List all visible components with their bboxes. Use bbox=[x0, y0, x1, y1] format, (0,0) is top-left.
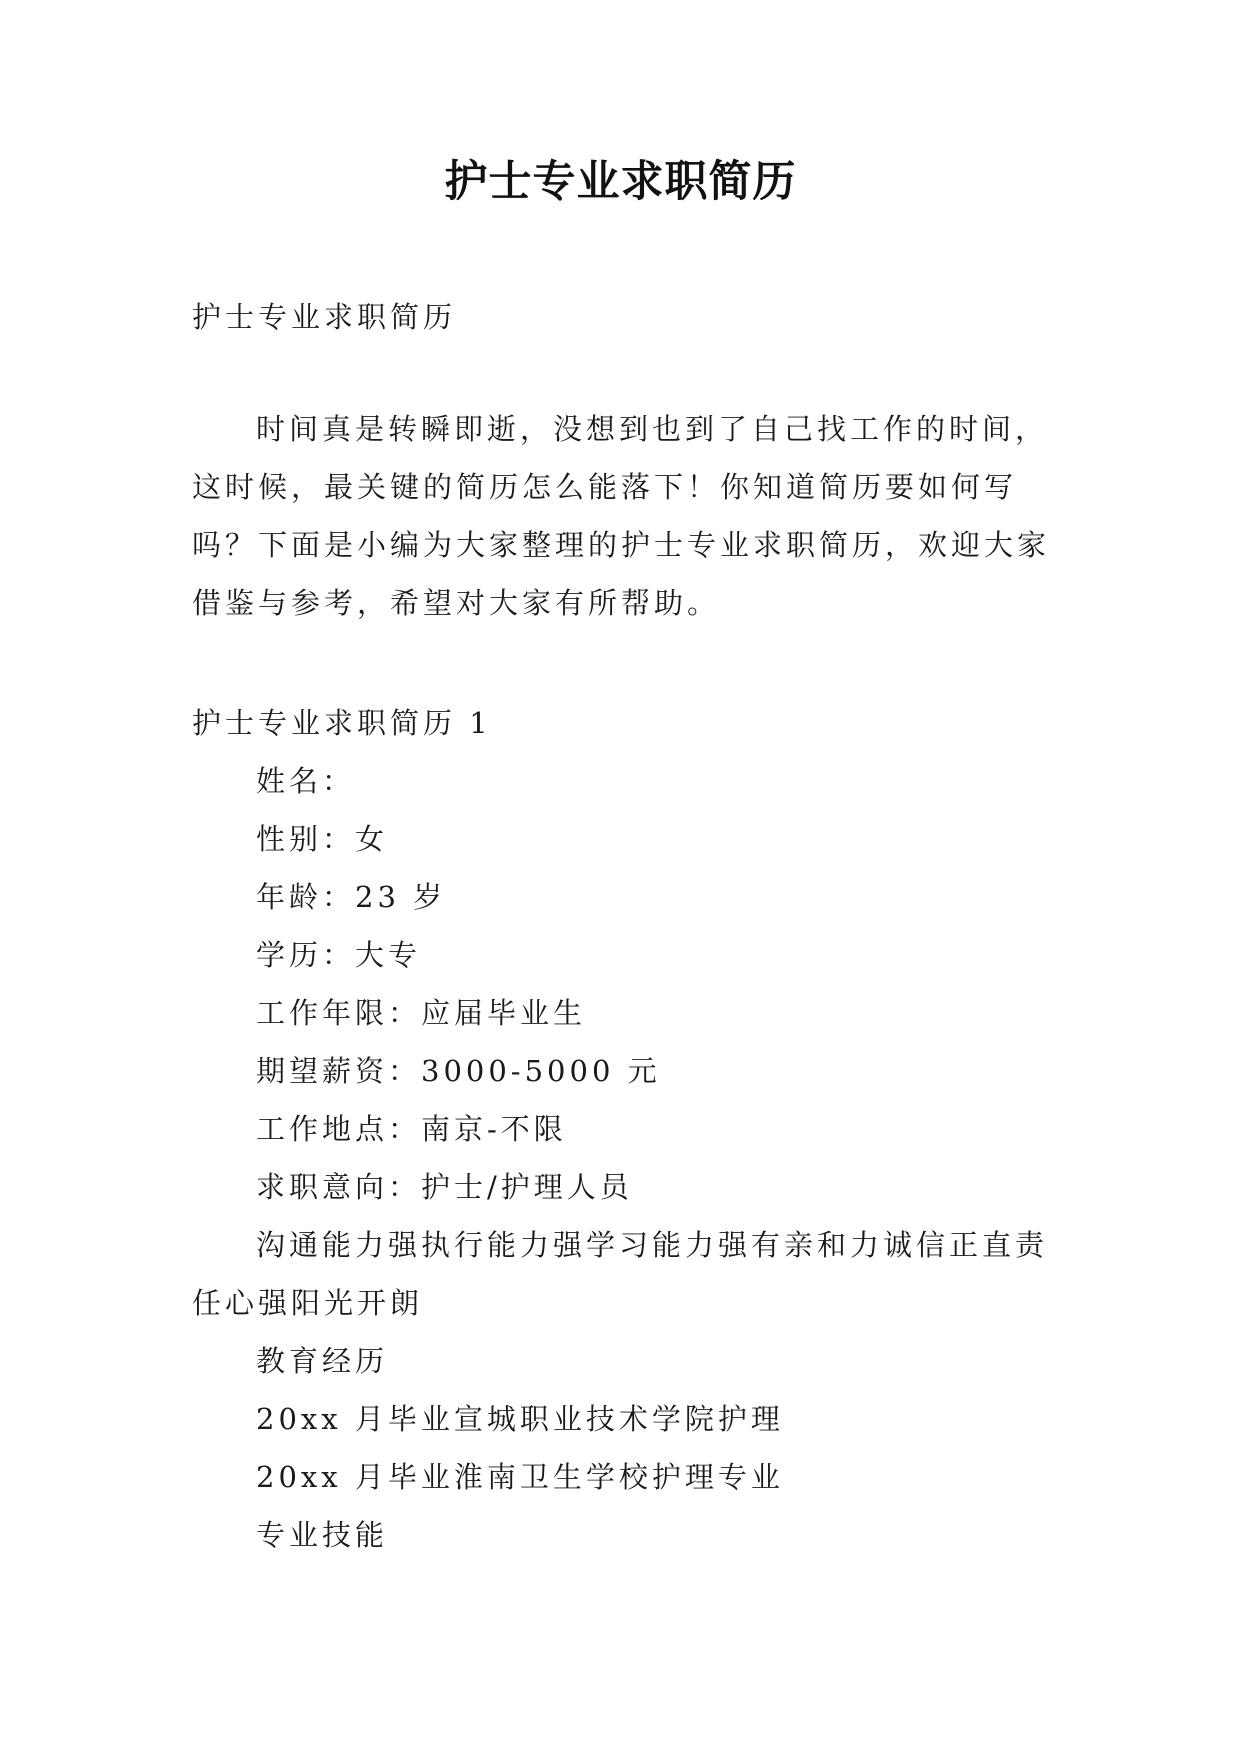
resume-line-work-years: 工作年限：应届毕业生 bbox=[256, 996, 587, 1030]
resume-heading: 护士专业求职简历 1 bbox=[192, 706, 492, 740]
resume-line-age: 年龄：23 岁 bbox=[256, 880, 447, 914]
resume-line-location: 工作地点：南京-不限 bbox=[256, 1112, 567, 1146]
resume-line-education-heading: 教育经历 bbox=[256, 1344, 389, 1378]
resume-line-skills-heading: 专业技能 bbox=[256, 1518, 389, 1552]
document-title: 护士专业求职简历 bbox=[444, 157, 797, 207]
resume-line-education-1: 20xx 月毕业宣城职业技术学院护理 bbox=[256, 1402, 784, 1436]
resume-line-self-evaluation: 沟通能力强执行能力强学习能力强有亲和力诚信正直责任心强阳光开朗 bbox=[192, 1228, 1049, 1320]
resume-line-education-level: 学历：大专 bbox=[256, 938, 422, 972]
resume-line-name: 姓名： bbox=[256, 764, 356, 798]
resume-line-job-intent: 求职意向：护士/护理人员 bbox=[256, 1170, 633, 1204]
resume-line-salary: 期望薪资：3000-5000 元 bbox=[256, 1054, 661, 1088]
resume-line-gender: 性别：女 bbox=[256, 822, 389, 856]
document-subtitle: 护士专业求职简历 bbox=[192, 300, 457, 334]
intro-paragraph: 时间真是转瞬即逝，没想到也到了自己找工作的时间，这时候，最关键的简历怎么能落下！你知道简历要如何写吗？下面是小编为大家整理的护士专业求职简历，欢迎大家借鉴与参考，希望对大家有所帮助。 bbox=[192, 412, 1051, 620]
resume-section bbox=[192, 694, 1052, 1564]
resume-line-education-2: 20xx 月毕业淮南卫生学校护理专业 bbox=[256, 1460, 784, 1494]
